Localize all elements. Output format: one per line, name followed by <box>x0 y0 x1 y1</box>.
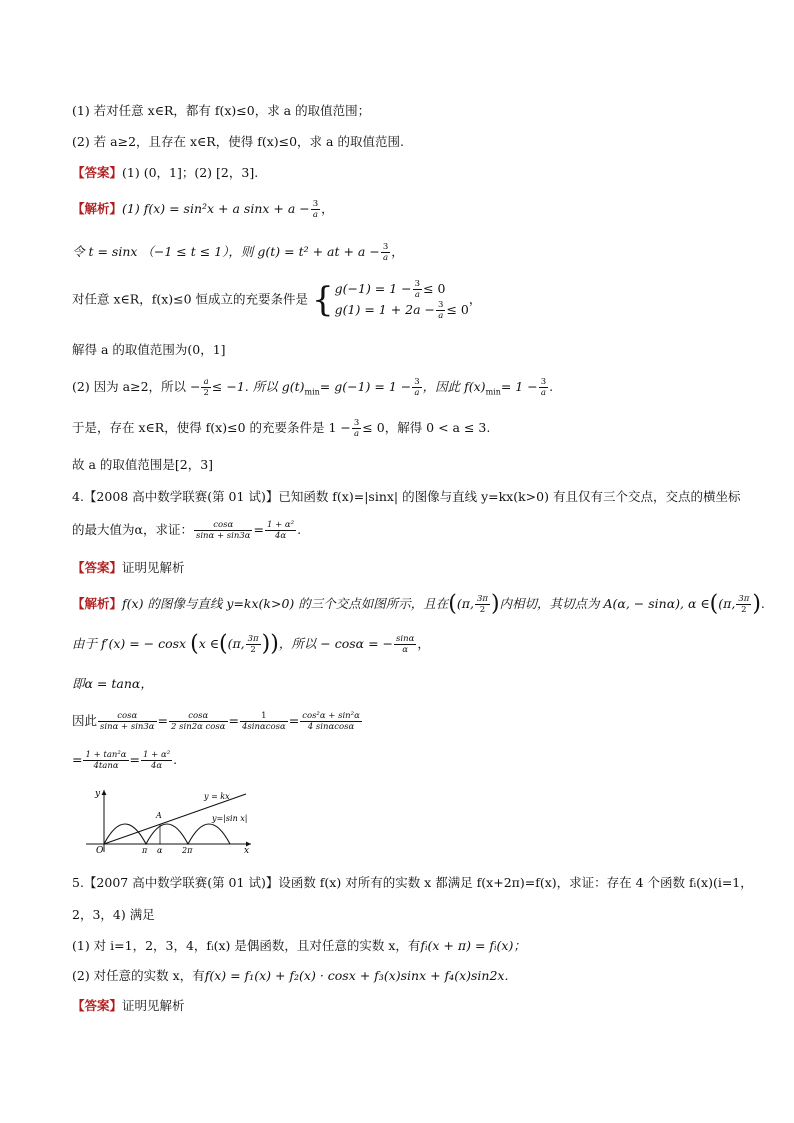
tan-text: 即α = tanα， <box>72 676 153 691</box>
q5-cond-2-formula: f(x) = f₁(x) + f₂(x) · cosx + f₃(x)sinx + f₄(x)sin2x. <box>204 968 509 983</box>
punct: ， <box>391 244 404 259</box>
answer-tag: 【答案】 <box>72 165 123 180</box>
question-4-head: 4.【2008 高中数学联赛(第 01 试)】已知函数 f(x)=|sinx| 的图像与直线 y=kx(k>0) 有且仅有三个交点，交点的横坐标 <box>72 489 741 504</box>
derivative-line: 由于 f′(x) = − cosx (x ∈((π, $\frac{3\pi}{2}$ ))，所以 − cosα = − $\frac{\sin\alpha}{\alpha}$ ， <box>72 631 430 657</box>
answer-5-line <box>72 997 185 1015</box>
answer-text: 证明见解析 <box>122 560 185 575</box>
question-part-1: (1) 若对任意 x∈R，都有 f(x)≤0，求 a 的取值范围； <box>72 103 371 118</box>
point-a-label: A <box>156 811 162 820</box>
line-label: y = kx <box>204 792 230 801</box>
left-brace: { <box>312 280 334 320</box>
part2-text-c: = g(−1) = 1 − <box>319 379 412 394</box>
answer-text: (1) (0，1]；(2) [2，3]. <box>122 165 259 180</box>
part2-text-d: ，因此 f(x) <box>422 379 486 394</box>
analysis-formula-f: (1) f(x) = sin²x + a sinx + a − <box>122 201 310 216</box>
part3-text-a: 于是，存在 x∈R，使得 f(x)≤0 的充要条件是 1 − <box>72 420 351 435</box>
answer-text: 证明见解析 <box>122 998 185 1013</box>
part2-text-e: = 1 − <box>500 379 538 394</box>
part2-condition <box>72 418 490 439</box>
substitution-line <box>72 242 404 263</box>
tick-2pi: 2π <box>182 846 193 855</box>
fraction-3-over-a: $\frac{3}{a}$ <box>353 418 360 439</box>
min-subscript: min <box>304 387 320 397</box>
condition-line <box>72 279 481 321</box>
q4-text: 的最大值为α，求证： <box>72 522 193 537</box>
y-axis-arrow <box>102 790 107 795</box>
q5-cond-1-formula: fᵢ(x + π) = fᵢ(x)； <box>420 938 526 953</box>
answer-4-line <box>72 559 185 577</box>
substitution-text: 令 t = sinx （−1 ≤ t ≤ 1），则 g(t) = t² + at + a − <box>72 244 380 259</box>
equals: = <box>72 752 83 767</box>
question-4-claim <box>72 520 301 541</box>
answer-tag: 【答案】 <box>72 560 123 575</box>
answer-line <box>72 164 258 182</box>
part3-text-b: ≤ 0，解得 0 < a ≤ 3. <box>362 420 491 435</box>
interval-left: (π, <box>456 596 474 611</box>
part2-text-a: (2) 因为 a≥2，所以 − <box>72 379 201 394</box>
part2-reasoning <box>72 377 553 402</box>
sine-graph-figure <box>86 786 256 856</box>
curve-label: y=|sin x| <box>212 814 248 823</box>
q5-cond-1-text: (1) 对 i=1，2，3，4，fᵢ(x) 是偶函数，且对任意的实数 x，有 <box>72 938 421 953</box>
answer-tag: 【答案】 <box>72 998 123 1013</box>
q5-cond-2-text: (2) 对任意的实数 x，有 <box>72 968 205 983</box>
tick-alpha: α <box>157 846 163 855</box>
part2-text-b: ≤ −1. 所以 g(t) <box>211 379 305 394</box>
therefore-line: 因此 $\frac{\cos\alpha}{\sin\alpha + \sin 3\alpha}$ = $\frac{\cos\alpha}{\text{2 sin2α cosα}}$ = $\frac{1}{4\sin\alpha\cos\alpha}$ = $\frac{\text{cos²α + sin²α}}{4 \sin\alpha\cos\alpha}$ <box>72 711 360 732</box>
question-5-cond-1 <box>72 937 526 955</box>
punct: . <box>549 379 554 394</box>
origin-label: O <box>96 846 104 856</box>
question-5-line-1: 5.【2007 高中数学联赛(第 01 试)】设函数 f(x) 对所有的实数 x 都满足 f(x+2π)=f(x)，求证：存在 4 个函数 fᵢ(x)(i=1， <box>72 875 753 890</box>
part2-conclusion: 故 a 的取值范围是[2，3] <box>72 457 214 472</box>
punct: ， <box>468 291 482 307</box>
condition-text: 对任意 x∈R，f(x)≤0 恒成立的充要条件是 <box>72 291 309 307</box>
question-5-line-2: 2，3，4) 满足 <box>72 907 155 922</box>
therefore-text: 因此 <box>72 713 98 728</box>
analysis-line-1 <box>72 199 334 220</box>
analysis-4-line-1: 【解析】f(x) 的图像与直线 y=kx(k>0) 的三个交点如图所示，且在((π, $\frac{3\pi}{2}$ )内相切，其切点为 A(α, − sinα), α ∈((π, $\frac{3\pi}{2}$ ). <box>72 591 765 617</box>
punct: . <box>760 596 765 611</box>
analysis-4-text-a: f(x) 的图像与直线 y=kx(k>0) 的三个交点如图所示，且在 <box>122 596 449 611</box>
fraction-1-plus-alpha2: $\frac{\text{1 + α²}}{4\alpha}$ <box>266 520 295 541</box>
fraction-3-over-a: $\frac{3}{a}$ <box>414 377 420 398</box>
tick-pi: π <box>142 846 148 855</box>
analysis-tag: 【解析】 <box>72 596 123 611</box>
cases-system <box>312 279 469 321</box>
derivative-text-b: ，所以 − cosα = − <box>278 636 394 651</box>
equals: = <box>253 522 264 537</box>
punct: ， <box>417 636 430 651</box>
fraction-sin-over-alpha: $\frac{\sin\alpha}{\alpha}$ <box>396 634 415 655</box>
analysis-tag: 【解析】 <box>72 201 123 216</box>
case-2: g(1) = 1 + 2a − $\frac{3}{a}$ ≤ 0 <box>334 300 469 321</box>
tan-line <box>72 675 153 693</box>
punct: . <box>297 522 302 537</box>
x-axis-label: x <box>244 846 250 856</box>
fraction-a-over-2: $\frac{a}{2}$ <box>203 377 209 398</box>
fraction-cos-over-sin: $\frac{\cos\alpha}{\sin\alpha + \sin 3\alpha}$ <box>195 520 251 541</box>
final-line: = $\frac{\text{1 + tan²α}}{4\tan\alpha}$ = $\frac{\text{1 + α²}}{4\alpha}$ . <box>72 750 178 771</box>
x-in: x ∈ <box>198 636 219 651</box>
solve-line-1: 解得 a 的取值范围为(0，1] <box>72 342 226 357</box>
punct: ， <box>321 201 334 216</box>
analysis-4-text-b: 内相切，其切点为 A(α, − sinα), α ∈ <box>499 596 710 611</box>
question-5-cond-2 <box>72 967 508 985</box>
question-part-2: (2) 若 a≥2，且存在 x∈R，使得 f(x)≤0，求 a 的取值范围. <box>72 134 404 149</box>
fraction-3-over-a: $\frac{3}{a}$ <box>382 242 389 263</box>
fraction-3-over-a: $\frac{3}{a}$ <box>312 199 319 220</box>
case-1: g(−1) = 1 − $\frac{3}{a}$ ≤ 0 <box>334 279 446 300</box>
derivative-text: 由于 f′(x) = − cosx <box>72 636 187 651</box>
abs-sine-curve <box>104 824 230 844</box>
y-axis-label: y <box>95 789 101 799</box>
fraction-3-over-a: $\frac{3}{a}$ <box>540 377 547 398</box>
min-subscript: min <box>485 387 501 397</box>
